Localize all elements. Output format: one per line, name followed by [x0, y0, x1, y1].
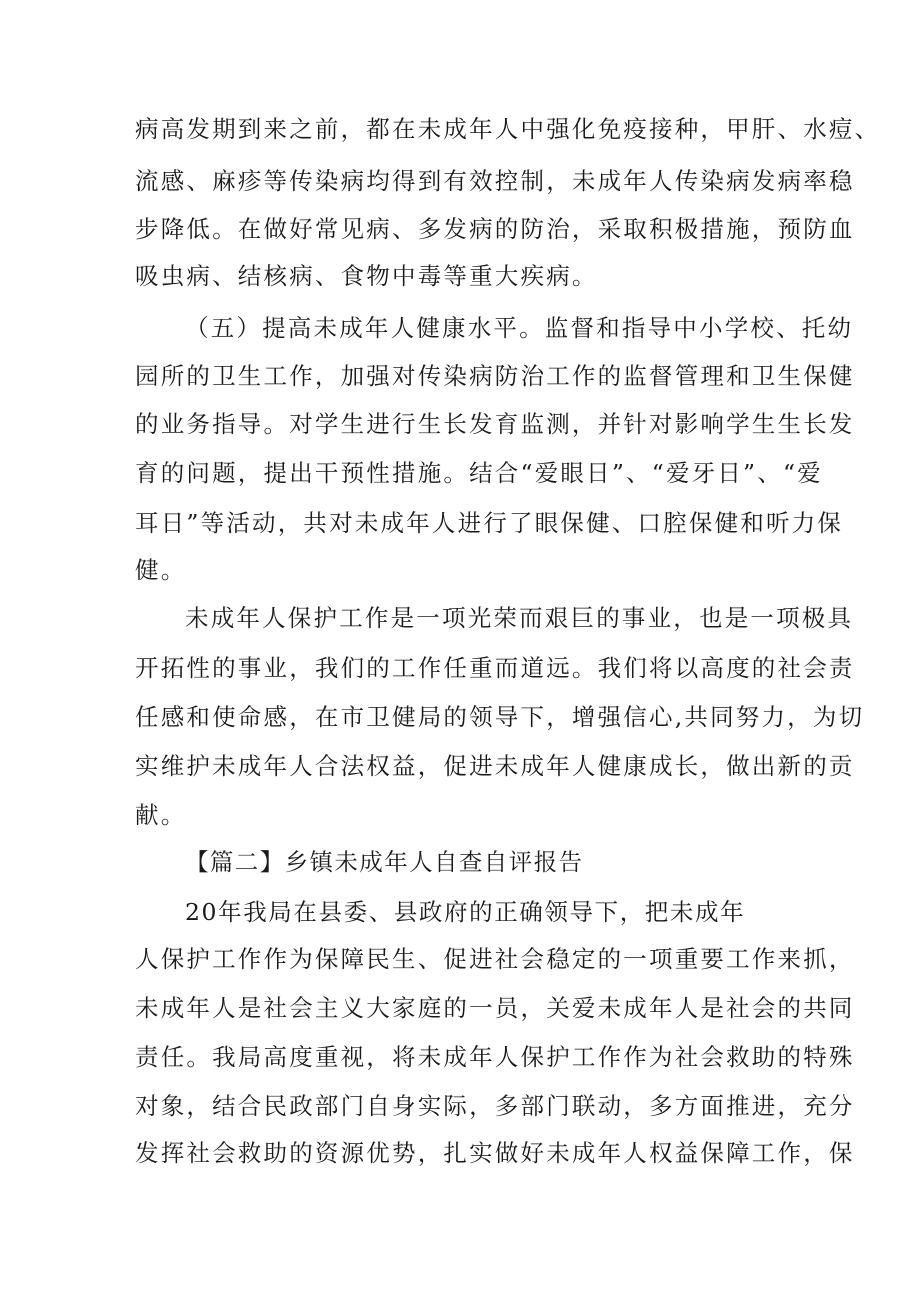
text-line: 健。 — [135, 556, 187, 584]
text-line: 发挥社会救助的资源优势，扎实做好未成年人权益保障工作，保 — [135, 1139, 855, 1167]
conclusion-first-line: 未成年人保护工作是一项光荣而艰巨的事业，也是一项极具 — [185, 604, 854, 632]
text-line: 对象，结合民政部门自身实际，多部门联动，多方面推进，充分 — [135, 1092, 855, 1120]
text-line: 步降低。在做好常见病、多发病的防治，采取积极措施，预防血 — [135, 215, 855, 243]
section-five-first-line: （五）提高未成年人健康水平。监督和指导中小学校、托幼 — [185, 314, 854, 342]
text-line: 人保护工作作为保障民生、促进社会稳定的一项重要工作来抓， — [135, 945, 855, 973]
text-line: 实维护未成年人合法权益，促进未成年人健康成长，做出新的贡 — [135, 752, 855, 780]
report-first-line: 20年我局在县委、县政府的正确领导下，把未成年 — [185, 898, 746, 926]
text-line: 开拓性的事业，我们的工作任重而道远。我们将以高度的社会责 — [135, 654, 855, 682]
section-heading: 【篇二】乡镇未成年人自查自评报告 — [185, 848, 584, 876]
text-line: 任感和使命感，在市卫健局的领导下，增强信心,共同努力，为切 — [135, 703, 865, 731]
text-line: 病高发期到来之前，都在未成年人中强化免疫接种，甲肝、水痘、 — [135, 115, 881, 143]
text-line: 育的问题，提出干预性措施。结合“爱眼日”、“爱牙日”、“爱 — [135, 459, 823, 487]
text-line: 责任。我局高度重视，将未成年人保护工作作为社会救助的特殊 — [135, 1043, 855, 1071]
text-line: 未成年人是社会主义大家庭的一员，关爱未成年人是社会的共同 — [135, 994, 855, 1022]
text-line: 耳日”等活动，共对未成年人进行了眼保健、口腔保健和听力保 — [135, 509, 844, 537]
text-line: 流感、麻疹等传染病均得到有效控制，未成年人传染病发病率稳 — [135, 167, 855, 195]
text-line: 园所的卫生工作，加强对传染病防治工作的监督管理和卫生保健 — [135, 362, 855, 390]
text-line: 的业务指导。对学生进行生长发育监测，并针对影响学生生长发 — [135, 410, 855, 438]
text-line: 献。 — [135, 801, 187, 829]
text-line: 吸虫病、结核病、食物中毒等重大疾病。 — [135, 262, 598, 290]
